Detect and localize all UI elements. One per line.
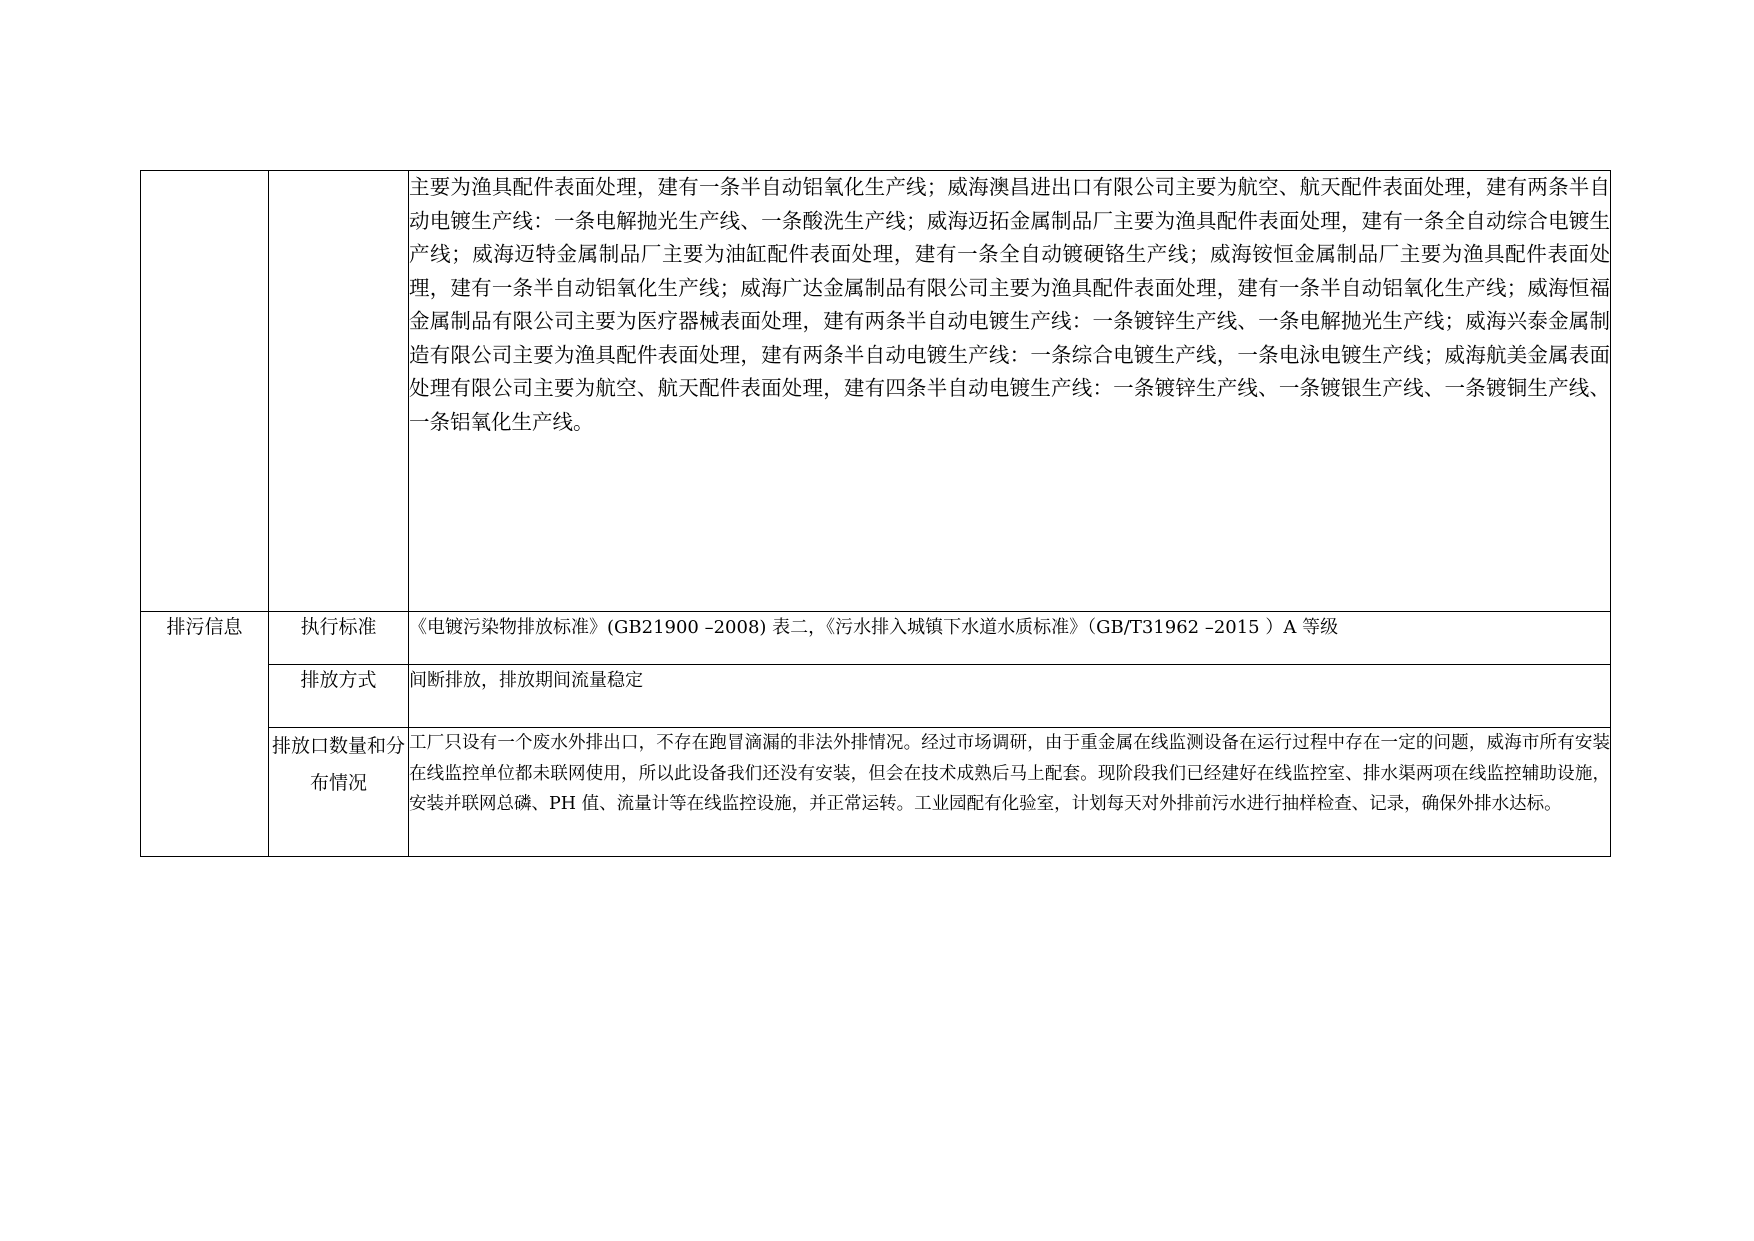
production-lines-paragraph: 主要为渔具配件表面处理，建有一条半自动铝氧化生产线；威海澳昌进出口有限公司主要为航空、航天配件表面处理，建有两条半自动电镀生产线：一条电解抛光生产线、一条酸洗生产线；威海迈拓金属制品厂主要为渔具配件表面处理，建有一条全自动综合电镀生产线；威海迈特金属制品厂主要为油缸配件表面处理，建有一条全自动镀硬铬生产线；威海铵恒金属制品厂主要为渔具配件表面处理，建有一条半自动铝氧化生产线；威海广达金属制品有限公司主要为渔具配件表面处理，建有一条半自动铝氧化生产线；威海恒福金属制品有限公司主要为医疗器械表面处理，建有两条半自动电镀生产线：一条镀锌生产线、一条电解抛光生产线；威海兴泰金属制造有限公司主要为渔具配件表面处理，建有两条半自动电镀生产线：一条综合电镀生产线，一条电泳电镀生产线；威海航美金属表面处理有限公司主要为航空、航天配件表面处理，建有四条半自动电镀生产线：一条镀锌生产线、一条镀银生产线、一条镀铜生产线、一条铝氧化生产线。 <box>409 171 1611 612</box>
row-label-discharge-mode: 排放方式 <box>269 665 409 728</box>
row-value-discharge-mode: 间断排放，排放期间流量稳定 <box>409 665 1611 728</box>
section-label-pollution-info: 排污信息 <box>141 612 269 857</box>
table-row <box>141 171 1611 612</box>
row-label-execution-standard: 执行标准 <box>269 612 409 665</box>
table-row <box>141 665 1611 728</box>
table-row <box>141 728 1611 857</box>
pollution-info-table <box>140 170 1611 857</box>
table-row <box>141 612 1611 665</box>
row-value-outlet-count-distribution: 工厂只设有一个废水外排出口，不存在跑冒滴漏的非法外排情况。经过市场调研，由于重金属在线监测设备在运行过程中存在一定的问题，威海市所有安装在线监控单位都未联网使用，所以此设备我们还没有安装，但会在技术成熟后马上配套。现阶段我们已经建好在线监控室、排水渠两项在线监控辅助设施，安装并联网总磷、PH 值、流量计等在线监控设施，并正常运转。工业园配有化验室，计划每天对外排前污水进行抽样检查、记录，确保外排水达标。 <box>409 728 1611 857</box>
row-label-outlet-count-distribution <box>269 728 409 857</box>
empty-cell-middle <box>269 171 409 612</box>
row-label-outlet-line2: 布情况 <box>309 772 367 794</box>
row-label-outlet-line1: 排放口数量和分 <box>271 735 405 757</box>
row-value-execution-standard: 《电镀污染物排放标准》(GB21900 –2008) 表二，《污水排入城镇下水道水质标准》（GB/T31962 –2015 ）A 等级 <box>409 612 1611 665</box>
empty-cell-left <box>141 171 269 612</box>
